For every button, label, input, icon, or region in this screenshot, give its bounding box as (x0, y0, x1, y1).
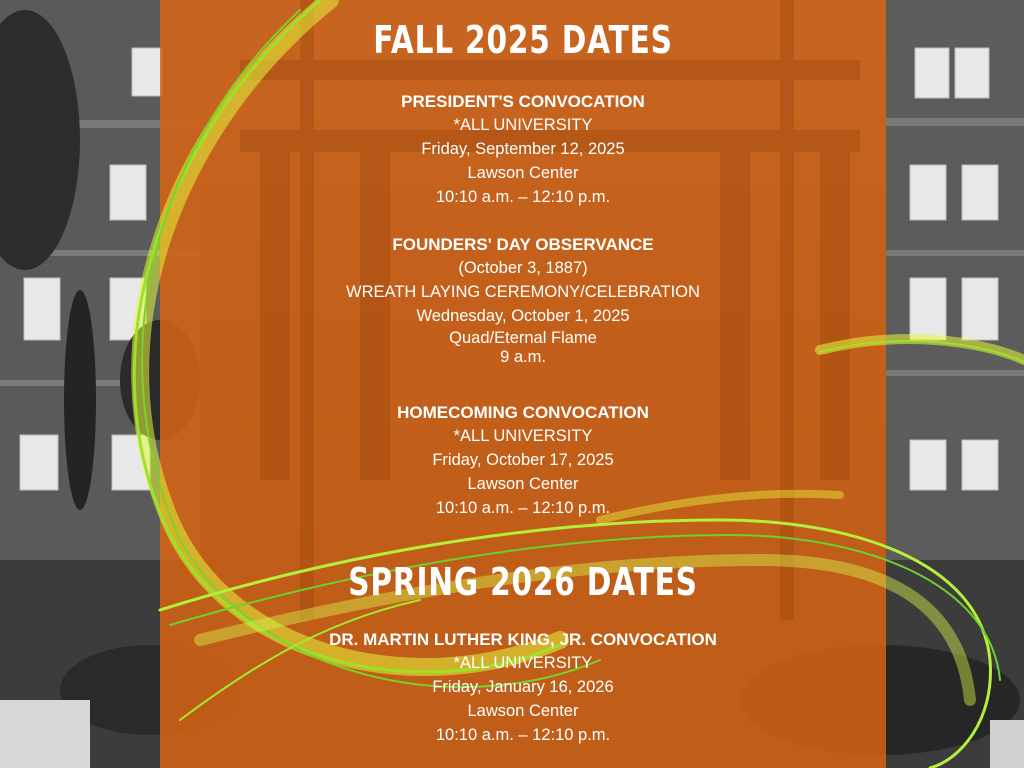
event-title: DR. MARTIN LUTHER KING, JR. CONVOCATION (329, 630, 717, 649)
event-location: Lawson Center (467, 702, 579, 720)
event-line: (October 3, 1887) (458, 259, 588, 277)
event-line: *ALL UNIVERSITY (453, 654, 593, 672)
event-line: WREATH LAYING CEREMONY/CELEBRATION (346, 283, 700, 301)
event-title: PRESIDENT'S CONVOCATION (401, 92, 645, 111)
event-presidents-convocation (160, 91, 886, 209)
event-line: *ALL UNIVERSITY (453, 116, 593, 134)
event-location: Lawson Center (467, 475, 579, 493)
event-title: FOUNDERS' DAY OBSERVANCE (392, 235, 654, 254)
event-time: 10:10 a.m. – 12:10 p.m. (435, 499, 611, 517)
dates-content (160, 0, 886, 768)
fall-heading: FALL 2025 DATES (373, 18, 673, 62)
spring-heading: SPRING 2026 DATES (348, 560, 698, 604)
event-date: Friday, October 17, 2025 (432, 451, 614, 469)
event-time: 10:10 a.m. – 12:10 p.m. (435, 188, 611, 206)
event-title: HOMECOMING CONVOCATION (397, 403, 649, 422)
event-time: 10:10 a.m. – 12:10 p.m. (435, 726, 611, 744)
event-line: *ALL UNIVERSITY (453, 427, 593, 445)
event-location: Lawson Center (467, 164, 579, 182)
event-mlk-convocation (160, 629, 886, 747)
event-date: Wednesday, October 1, 2025 (416, 307, 630, 325)
event-date: Friday, January 16, 2026 (432, 678, 614, 696)
event-founders-day (160, 234, 886, 366)
event-time: 9 a.m. (500, 348, 546, 366)
event-homecoming-convocation (160, 402, 886, 520)
event-location: Quad/Eternal Flame (449, 329, 597, 347)
event-date: Friday, September 12, 2025 (421, 140, 625, 158)
